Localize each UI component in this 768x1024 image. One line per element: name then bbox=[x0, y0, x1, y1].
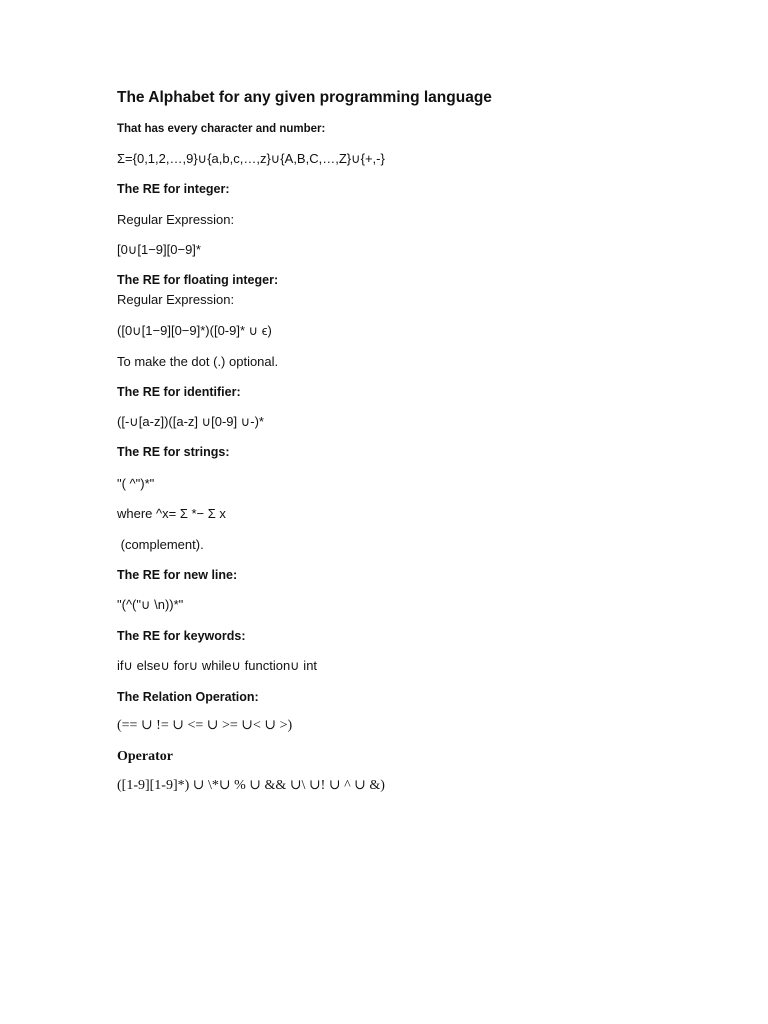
strings-complement: (complement). bbox=[117, 537, 204, 552]
newline-heading: The RE for new line: bbox=[117, 568, 238, 582]
floating-heading: The RE for floating integer: bbox=[117, 273, 279, 287]
keywords-heading: The RE for keywords: bbox=[117, 629, 246, 643]
relation-expression: (== ∪ != ∪ <= ∪ >= ∪< ∪ >) bbox=[117, 718, 293, 733]
integer-label: Regular Expression: bbox=[117, 212, 235, 227]
strings-where: where ^x= Σ *− Σ x bbox=[117, 506, 226, 521]
keywords-expression: if∪ else∪ for∪ while∪ function∪ int bbox=[117, 658, 318, 673]
operator-expression: ([1-9][1-9]*) ∪ \*∪ % ∪ && ∪\ ∪! ∪ ^ ∪ &) bbox=[117, 778, 385, 793]
identifier-heading: The RE for identifier: bbox=[117, 385, 241, 399]
strings-expression: "( ^")*" bbox=[117, 476, 155, 491]
relation-heading: The Relation Operation: bbox=[117, 690, 259, 704]
document-subtitle: That has every character and number: bbox=[117, 123, 326, 135]
floating-note: To make the dot (.) optional. bbox=[117, 354, 279, 369]
document-title: The Alphabet for any given programming language bbox=[117, 89, 492, 106]
identifier-expression: ([-∪[a-z])([a-z] ∪[0-9] ∪-)* bbox=[117, 414, 264, 429]
alphabet-definition: Σ={0,1,2,…,9}∪{a,b,c,…,z}∪{A,B,C,…,Z}∪{+,-} bbox=[117, 151, 385, 166]
strings-heading: The RE for strings: bbox=[117, 445, 230, 459]
integer-expression: [0∪[1−9][0−9]* bbox=[117, 242, 201, 257]
floating-expression: ([0∪[1−9][0−9]*)([0-9]* ∪ ϵ) bbox=[117, 323, 272, 338]
operator-heading: Operator bbox=[117, 749, 173, 764]
newline-expression: "(^("∪ \n))*" bbox=[117, 597, 184, 612]
integer-heading: The RE for integer: bbox=[117, 182, 230, 196]
floating-label: Regular Expression: bbox=[117, 292, 235, 307]
